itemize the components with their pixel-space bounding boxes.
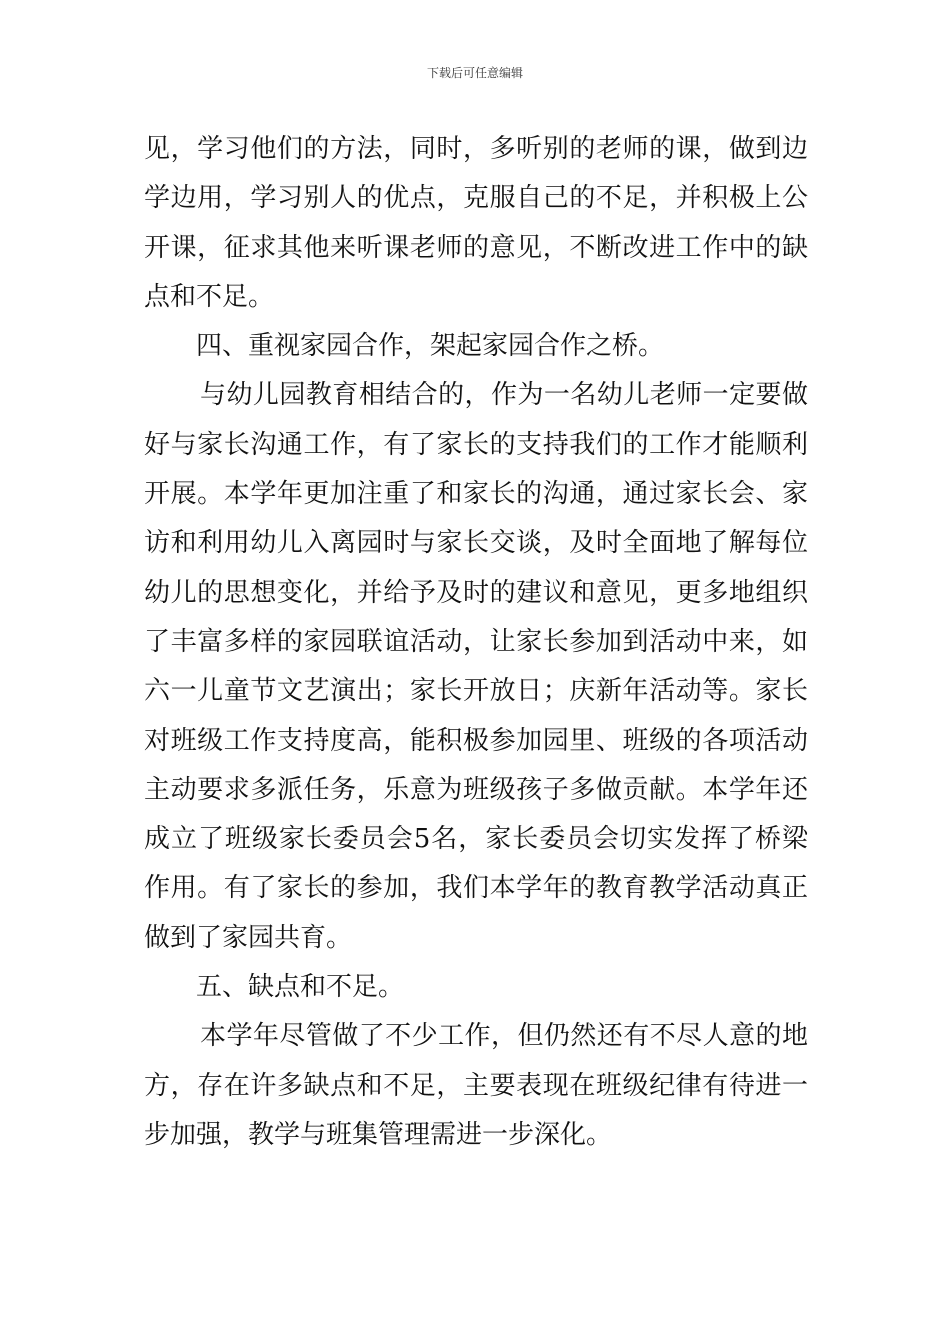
paragraph-shortcomings: 本学年尽管做了不少工作，但仍然还有不尽人意的地方，存在许多缺点和不足，主要表现在班级纪律有待进一步加强，教学与班集管理需进一步深化。 <box>144 1021 808 1150</box>
paragraph-continuation: 见，学习他们的方法，同时，多听别的老师的课，做到边学边用，学习别人的优点，克服自己的不足，并积极上公开课，征求其他来听课老师的意见，不断改进工作中的缺点和不足。 <box>144 134 808 312</box>
document-body <box>144 125 808 1160</box>
section-heading-four: 四、重视家园合作，架起家园合作之桥。 <box>196 331 665 362</box>
section-heading-five: 五、缺点和不足。 <box>196 972 405 1003</box>
page-header-note: 下载后可任意编辑 <box>426 66 523 80</box>
paragraph-home-school-cooperation: 与幼儿园教育相结合的，作为一名幼儿老师一定要做好与家长沟通工作，有了家长的支持我们的工作才能顺利开展。本学年更加注重了和家长的沟通，通过家长会、家访和利用幼儿入离园时与家长交谈，及时全面地了解每位幼儿的思想变化，并给予及时的建议和意见，更多地组织了丰富多样的家园联谊活动，让家长参加到活动中来，如六一儿童节文艺演出；家长开放日；庆新年活动等。家长对班级工作支持度高，能积极参加园里、班级的各项活动主动要求多派任务，乐意为班级孩子多做贡献。本学年还成立了班级家长委员会5名，家长委员会切实发挥了桥梁作用。有了家长的参加，我们本学年的教育教学活动真正做到了家园共育。 <box>144 380 808 953</box>
